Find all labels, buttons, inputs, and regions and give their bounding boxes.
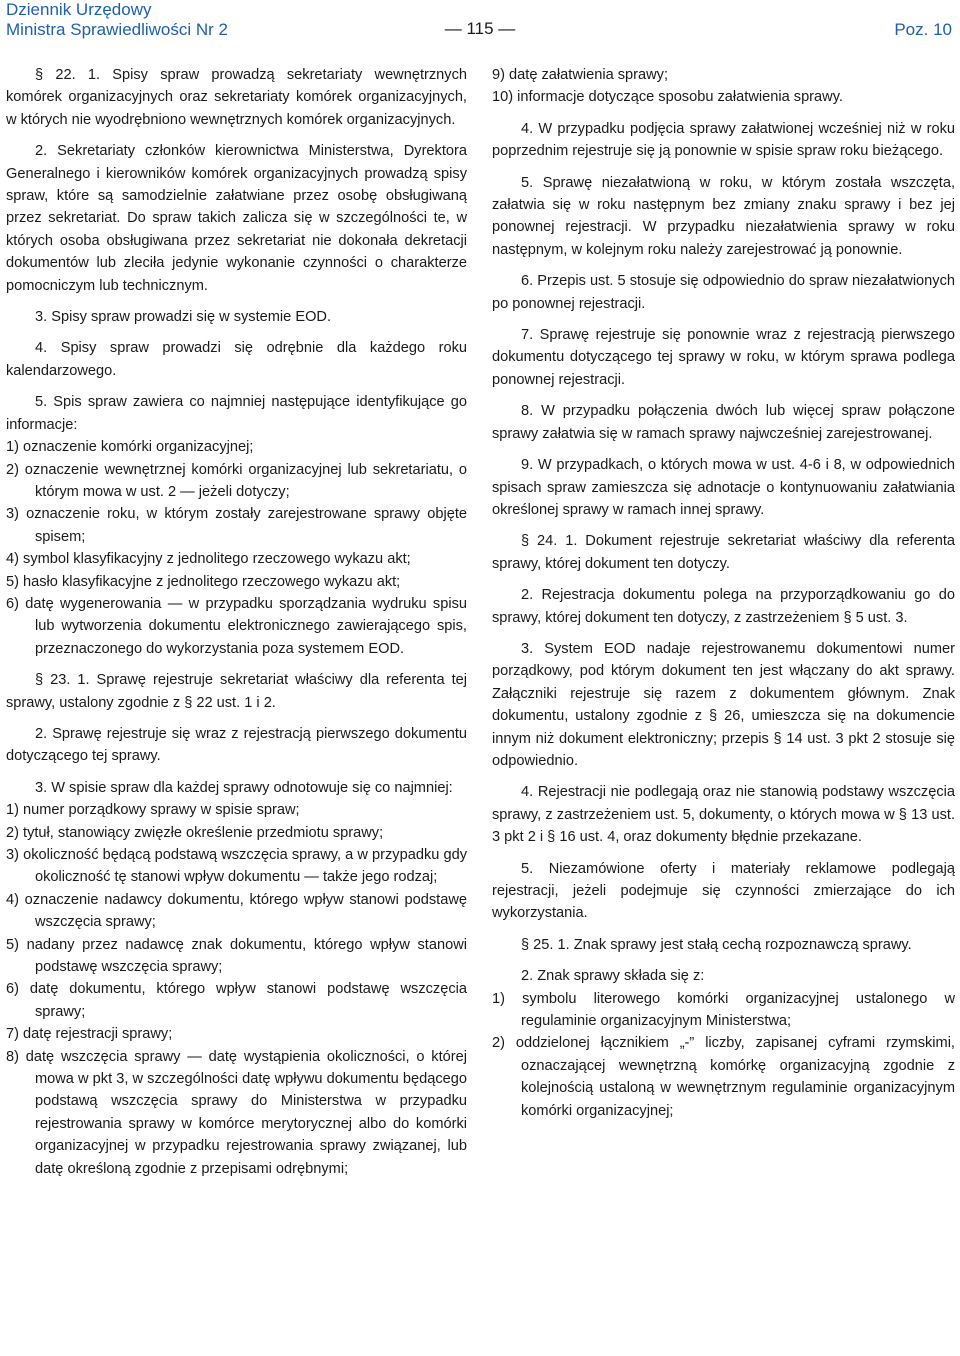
paragraph-24-1: § 24. 1. Dokument rejestruje sekretariat właściwy dla referenta sprawy, której dokument ten dotyczy. — [492, 533, 955, 572]
paragraph-23-7: 7. Sprawę rejestruje się ponownie wraz z rejestracją pierwszego dokumentu dotyczącego tej sprawy w roku, w którym sprawa podlega ponownej rejestracji. — [492, 327, 955, 388]
list-item: 1) numer porządkowy sprawy w spisie spraw; — [6, 802, 300, 819]
page-header — [0, 0, 960, 44]
paragraph-25-1: § 25. 1. Znak sprawy jest stałą cechą rozpoznawczą sprawy. — [521, 936, 912, 953]
paragraph-22-4: 4. Spisy spraw prowadzi się odrębnie dla każdego roku kalendarzowego. — [6, 340, 467, 379]
paragraph-23-9: 9. W przypadkach, o których mowa w ust. 4-6 i 8, w odpowiednich spisach spraw zamieszcza się adnotacje o kontynuowaniu załatwiania określonej sprawy w ramach innej sprawy. — [492, 457, 955, 518]
list-item: 6) datę dokumentu, którego wpływ stanowi podstawę wszczęcia sprawy; — [6, 981, 467, 1020]
list-item: 6) datę wygenerowania — w przypadku sporządzania wydruku spisu lub wytworzenia dokumentu elektronicznego zawierającego spis, przeznaczonego do wykorzystania poza systemem EOD. — [6, 595, 467, 657]
list-item: 10) informacje dotyczące sposobu załatwienia sprawy. — [492, 89, 843, 106]
list-item: 5) hasło klasyfikacyjne z jednolitego rzeczowego wykazu akt; — [6, 573, 401, 590]
list-item: 8) datę wszczęcia sprawy — datę wystąpienia okoliczności, o której mowa w pkt 3, w szczególności datę wpływu dokumentu będącego podstawą wszczęcia sprawy do Ministerstwa w przypadku rejestrowania sprawy w komórce merytorycznej albo do komórki organizacyjnej w przypadku rejestrowania sprawy związanej, lub datę określoną zgodnie z przepisami odrębnymi; — [6, 1048, 467, 1177]
list-item: 4) symbol klasyfikacyjny z jednolitego rzeczowego wykazu akt; — [6, 551, 411, 568]
paragraph-22-1: § 22. 1. Spisy spraw prowadzą sekretariaty wewnętrznych komórek organizacyjnych oraz sekretariaty komórek organizacyjnych, w których nie wyodrębniono wewnętrznych komórek organizacyjnych. — [6, 67, 467, 128]
paragraph-24-5: 5. Niezamówione oferty i materiały reklamowe podlegają rejestracji, jeżeli podejmuje się czynności zmierzające do ich wykorzystania. — [492, 860, 955, 922]
paragraph-23-6: 6. Przepis ust. 5 stosuje się odpowiednio do spraw niezałatwionych po ponownej rejestracji. — [492, 273, 956, 312]
position-number: Poz. 10 — [894, 20, 952, 39]
paragraph-24-4: 4. Rejestracji nie podlegają oraz nie stanowią podstawy wszczęcia sprawy, z zastrzeżeniem ust. 5, dokumenty, o których mowa w § 13 ust. 3 pkt 2 i § 16 ust. 4, oraz dokumenty błędnie przekazane. — [492, 784, 955, 846]
page-number: — 115 — — [444, 19, 516, 38]
paragraph-23-8: 8. W przypadku połączenia dwóch lub więcej spraw połączone sprawy załatwia się w ramach sprawy najwcześniej zarejestrowanej. — [492, 403, 955, 442]
paragraph-25-2: 2. Znak sprawy składa się z: — [521, 968, 705, 985]
list-item: 3) oznaczenie roku, w którym zostały zarejestrowane sprawy objęte spisem; — [6, 506, 467, 545]
list-item: 5) nadany przez nadawcę znak dokumentu, którego wpływ stanowi podstawę wszczęcia sprawy; — [6, 936, 467, 976]
list-item: 1) symbolu literowego komórki organizacyjnej ustalonego w regulaminie organizacyjnym Ministerstwa; — [492, 990, 955, 1030]
right-column — [492, 64, 955, 1122]
paragraph-24-3: 3. System EOD nadaje rejestrowanemu dokumentowi numer porządkowy, pod którym dokument ten jest włączany do akt sprawy. Załączniki rejestruje się razem z dokumentem głównym. Znak dokumentu, ustalony zgodnie z § 26, umieszcza się na dokumencie innym niż dokument elektroniczny; przepis § 14 ust. 3 pkt 2 stosuje się odpowiednio. — [492, 640, 955, 769]
list-item: 1) oznaczenie komórki organizacyjnej; — [6, 439, 254, 456]
paragraph-23-1: § 23. 1. Sprawę rejestruje sekretariat właściwy dla referenta tej sprawy, ustalony zgodnie z § 22 ust. 1 i 2. — [6, 672, 467, 711]
list-item: 7) datę rejestracji sprawy; — [6, 1026, 173, 1043]
paragraph-23-3: 3. W spisie spraw dla każdej sprawy odnotowuje się co najmniej: — [35, 779, 453, 796]
ministry-name: Ministra Sprawiedliwości Nr 2 — [6, 20, 229, 39]
journal-name: Dziennik Urzędowy — [6, 0, 152, 19]
paragraph-24-2: 2. Rejestracja dokumentu polega na przyporządkowaniu go do sprawy, której dokument ten dotyczy, z zastrzeżeniem § 5 ust. 3. — [492, 587, 955, 626]
list-item: 2) tytuł, stanowiący zwięzłe określenie przedmiotu sprawy; — [6, 824, 384, 841]
list-item: 2) oddzielonej łącznikiem „-” liczby, zapisanej cyframi rzymskimi, oznaczającej wewnętrzną komórkę organizacyjną zgodnie z kolejnością ustaloną w wewnętrznym regulaminie organizacyjnym komórki organizacyjnej; — [492, 1035, 955, 1119]
list-item: 3) okoliczność będącą podstawą wszczęcia sprawy, a w przypadku gdy okoliczność tę stanowi wpływ dokumentu — także jego rodzaj; — [6, 847, 467, 886]
list-item: 2) oznaczenie wewnętrznej komórki organizacyjnej lub sekretariatu, o którym mowa w ust. 2 — jeżeli dotyczy; — [6, 461, 467, 500]
paragraph-22-2: 2. Sekretariaty członków kierownictwa Ministerstwa, Dyrektora Generalnego i kierowników komórek organizacyjnych prowadzą spisy spraw, które są samodzielnie załatwiane przez osobę obsługiwaną przez sekretariat. Do spraw takich zalicza się w szczególności te, w których osoba obsługiwana przez sekretariat nie dokonała dekretacji dokumentów lub zleciła jedynie wykonanie czynności o charakterze pomocniczym lub technicznym. — [6, 143, 467, 294]
paragraph-23-5: 5. Sprawę niezałatwioną w roku, w którym została wszczęta, załatwia się w roku następnym bez zmiany znaku sprawy i bez jej ponownej rejestracji. W przypadku niezałatwienia sprawy w roku następnym, w kolejnym roku należy zarejestrować ją ponownie. — [492, 174, 955, 258]
paragraph-22-5: 5. Spis spraw zawiera co najmniej następujące identyfikujące go informacje: — [6, 394, 467, 433]
paragraph-23-4: 4. W przypadku podjęcia sprawy załatwionej wcześniej niż w roku poprzednim rejestruje się ją ponownie w spisie spraw roku bieżącego. — [492, 120, 955, 160]
paragraph-23-2: 2. Sprawę rejestruje się wraz z rejestracją pierwszego dokumentu dotyczącego tej sprawy. — [6, 725, 467, 765]
left-column — [6, 64, 467, 1180]
list-item: 9) datę załatwienia sprawy; — [492, 67, 669, 83]
list-item: 4) oznaczenie nadawcy dokumentu, którego wpływ stanowi podstawę wszczęcia sprawy; — [6, 891, 467, 931]
paragraph-22-3: 3. Spisy spraw prowadzi się w systemie EOD. — [35, 309, 332, 326]
